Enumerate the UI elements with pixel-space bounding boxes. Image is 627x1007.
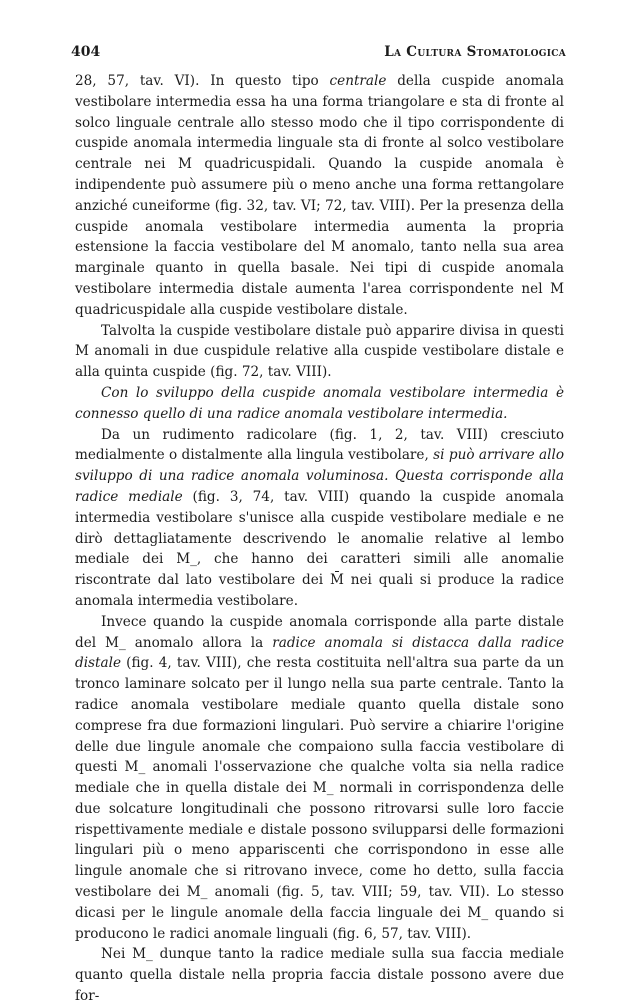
italic-segment: radice anomala si distacca dalla radice distale — [75, 634, 564, 672]
text-segment: 28, 57, tav. VI). In questo tipo — [75, 73, 330, 89]
text-segment: Invece quando la cuspide anomala corrisponde alla parte distale del M_ anomalo allora la — [75, 613, 564, 651]
paragraph — [75, 425, 564, 612]
paragraph — [75, 383, 564, 425]
text-segment: Talvolta la cuspide vestibolare distale può apparire divisa in questi M anomali in due cuspidule relative alla cuspide vestibolare distale e alla quinta cuspide (fig. 72, tav. VIII). — [75, 322, 564, 381]
text-segment: (fig. 4, tav. VIII), che resta costituita nell'altra sua parte da un tronco laminare solcato per il lungo nella sua parte centrale. Tanto la radice anomala vestibolare mediale quanto quella distale sono comprese fra due formazioni lingulari. Può servire a chiarire l'origine delle due lingule anomale che compaiono sulla faccia vestibolare di questi M_ anomali l'osservazione che qualche volta sia nella radice mediale che in quella distale dei M_ normali in corrispondenza delle due solcature longitudinali che possono ritrovarsi sulle loro faccie rispettivamente mediale e distale possono svilupparsi delle formazioni lingulari più o meno appariscenti che corrispondono in esse alle lingule anomale che si ritrovano invece, come ho detto, sulla faccia vestibolare dei M_ anomali (fig. 5, tav. VIII; 59, tav. VII). Lo stesso dicasi per le lingule anomale della faccia linguale dei M_ quando si producono le radici anomale linguali (fig. 6, 57, tav. VIII). — [75, 655, 564, 942]
page-number: 404 — [71, 44, 101, 60]
text-segment: della cuspide anomala vestibolare intermedia essa ha una forma triangolare e sta di fronte al solco linguale centrale allo stesso modo che il tipo corrispondente di cuspide anomala intermedia linguale sta di fronte al solco vestibolare centrale nei M quadricuspidali. Quando la cuspide anomala è indipendente può assumere più o meno anche una forma rettangolare anziché cuneiforme (fig. 32, tav. VI; 72, tav. VIII). Per la presenza della cuspide anomala vestibolare intermedia aumenta la propria estensione la faccia vestibolare del M anomalo, tanto nella sua area marginale quanto in quella basale. Nei tipi di cuspide anomala vestibolare intermedia distale aumenta l'area corrispondente nel M quadricuspidale alla cuspide vestibolare distale. — [75, 73, 564, 318]
text-segment: Da un rudimento radicolare (fig. 1, 2, tav. VIII) cresciuto medialmente o distalmente alla lingula vestibolare, — [75, 426, 564, 464]
running-title: La Cultura Stomatologica — [384, 44, 566, 60]
page-header — [71, 40, 566, 62]
italic-segment: Con lo sviluppo della cuspide anomala vestibolare intermedia è connesso quello di una radice anomala vestibolare intermedia. — [75, 384, 564, 422]
paragraph — [75, 71, 564, 321]
text-segment: (fig. 3, 74, tav. VIII) quando la cuspide anomala intermedia vestibolare s'unisce alla cuspide vestibolare mediale e ne dirò dettagliatamente descrivendo le anomalie relative al lembo mediale dei M_, che hanno dei caratteri simili alle anomalie riscontrate dal lato vestibolare dei M̄ nei quali si produce la radice anomala intermedia vestibolare. — [75, 488, 564, 609]
text-segment: Nei M_ dunque tanto la radice mediale sulla sua faccia mediale quanto quella distale nella propria faccia distale possono avere due for- — [75, 946, 564, 1005]
paragraph — [75, 612, 564, 945]
italic-segment: si può arrivare allo sviluppo di una radice anomala voluminosa. Questa corrisponde alla radice mediale — [75, 447, 565, 505]
paragraph — [75, 944, 564, 1006]
italic-segment: centrale — [329, 73, 387, 89]
paragraph — [75, 321, 564, 383]
body-text — [75, 71, 564, 1007]
